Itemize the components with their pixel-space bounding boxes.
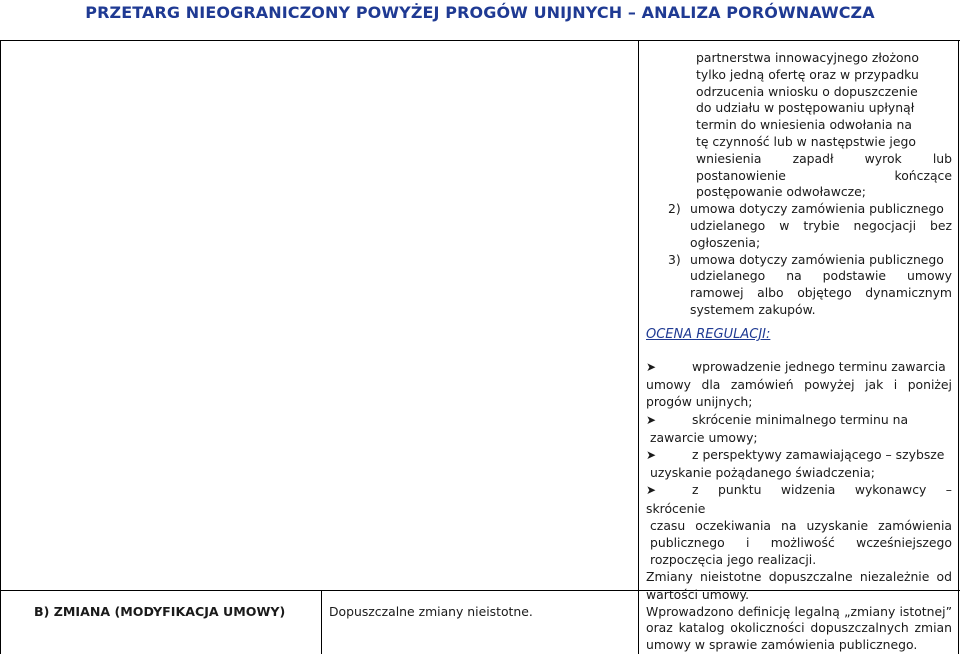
closing-paragraph: Zmiany nieistotne dopuszczalne niezależnie od wartości umowy. — [646, 569, 952, 602]
item-number: 2) — [668, 201, 681, 217]
intro-line: tę czynność lub w następstwie jego — [696, 133, 916, 149]
item-line: udzielanego na podstawie umowy — [690, 268, 952, 284]
item-number: 3) — [668, 251, 681, 267]
item-line: systemem zakupów. — [690, 301, 816, 317]
bullet-first-line: z punktu widzenia wykonawcy – skrócenie — [646, 482, 952, 516]
item-line: ramowej albo objętego dynamicznym — [690, 285, 952, 301]
list-item — [646, 481, 952, 568]
bullet-continuation: zawarcie umowy; — [650, 429, 758, 445]
table-right-border — [958, 40, 959, 654]
intro-line: postanowienie kończące — [696, 167, 952, 183]
arrow-bullet-icon: ➤ — [646, 360, 657, 374]
item-line: umowa dotyczy zamówienia publicznego — [690, 201, 944, 217]
item-line: ogłoszenia; — [690, 234, 761, 250]
numbered-item-3 — [646, 252, 952, 319]
numbered-item-2 — [646, 201, 952, 251]
new-law-cell-text: Wprowadzono definicję legalną „zmiany istotnej” oraz katalog okoliczności dopuszczalnych zmian umowy w sprawie zamówienia publicznego. — [646, 604, 952, 652]
list-item — [646, 411, 952, 446]
new-law-cell — [646, 50, 952, 319]
assessment-list — [646, 358, 952, 603]
item-line: udzielanego w trybie negocjacji bez — [690, 217, 952, 233]
intro-line: partnerstwa innowacyjnego złożono — [696, 50, 919, 65]
intro-line: odrzucenia wniosku o dopuszczenie — [696, 83, 918, 99]
bullet-continuation: uzyskanie pożądanego świadczenia; — [650, 465, 875, 481]
list-item — [646, 358, 952, 411]
bullet-continuation: umowy dla zamówień powyżej jak i poniżej progów unijnych; — [646, 377, 952, 410]
intro-line: do udziału w postępowaniu upłynął — [696, 100, 915, 116]
intro-line: termin do wniesienia odwołania na — [696, 117, 912, 133]
list-item — [646, 446, 952, 481]
intro-line: wniesienia zapadł wyrok lub — [696, 150, 952, 166]
ocena-regulacji-heading: OCENA REGULACJI: — [646, 327, 771, 342]
bullet-first-line: z perspektywy zamawiającego – szybsze — [692, 447, 945, 463]
arrow-bullet-icon: ➤ — [646, 483, 657, 498]
item-line: umowa dotyczy zamówienia publicznego — [690, 251, 944, 267]
intro-line: postępowanie odwoławcze; — [696, 184, 866, 200]
arrow-bullet-icon: ➤ — [646, 448, 657, 463]
table-col-divider-1 — [321, 590, 322, 654]
table-col-divider-2 — [638, 40, 639, 654]
table-left-border — [0, 40, 1, 654]
table-top-border — [0, 40, 960, 41]
arrow-bullet-icon: ➤ — [646, 412, 657, 427]
page-title: PRZETARG NIEOGRANICZONY POWYŻEJ PROGÓW UNIJNYCH – ANALIZA PORÓWNAWCZA — [85, 3, 875, 22]
row-label-zmiana: B) ZMIANA (MODYFIKACJA UMOWY) — [34, 604, 286, 619]
bullet-first-line: wprowadzenie jednego terminu zawarcia — [692, 359, 946, 374]
old-law-cell-text: Dopuszczalne zmiany nieistotne. — [329, 604, 533, 619]
bullet-continuation: czasu oczekiwania na uzyskanie zamówienia publicznego i możliwość wcześniejszego rozpoczęcia jego realizacji. — [650, 517, 952, 568]
intro-line: tylko jedną ofertę oraz w przypadku — [696, 66, 919, 82]
intro-paragraph — [646, 50, 952, 201]
bullet-first-line: skrócenie minimalnego terminu na — [692, 411, 909, 427]
